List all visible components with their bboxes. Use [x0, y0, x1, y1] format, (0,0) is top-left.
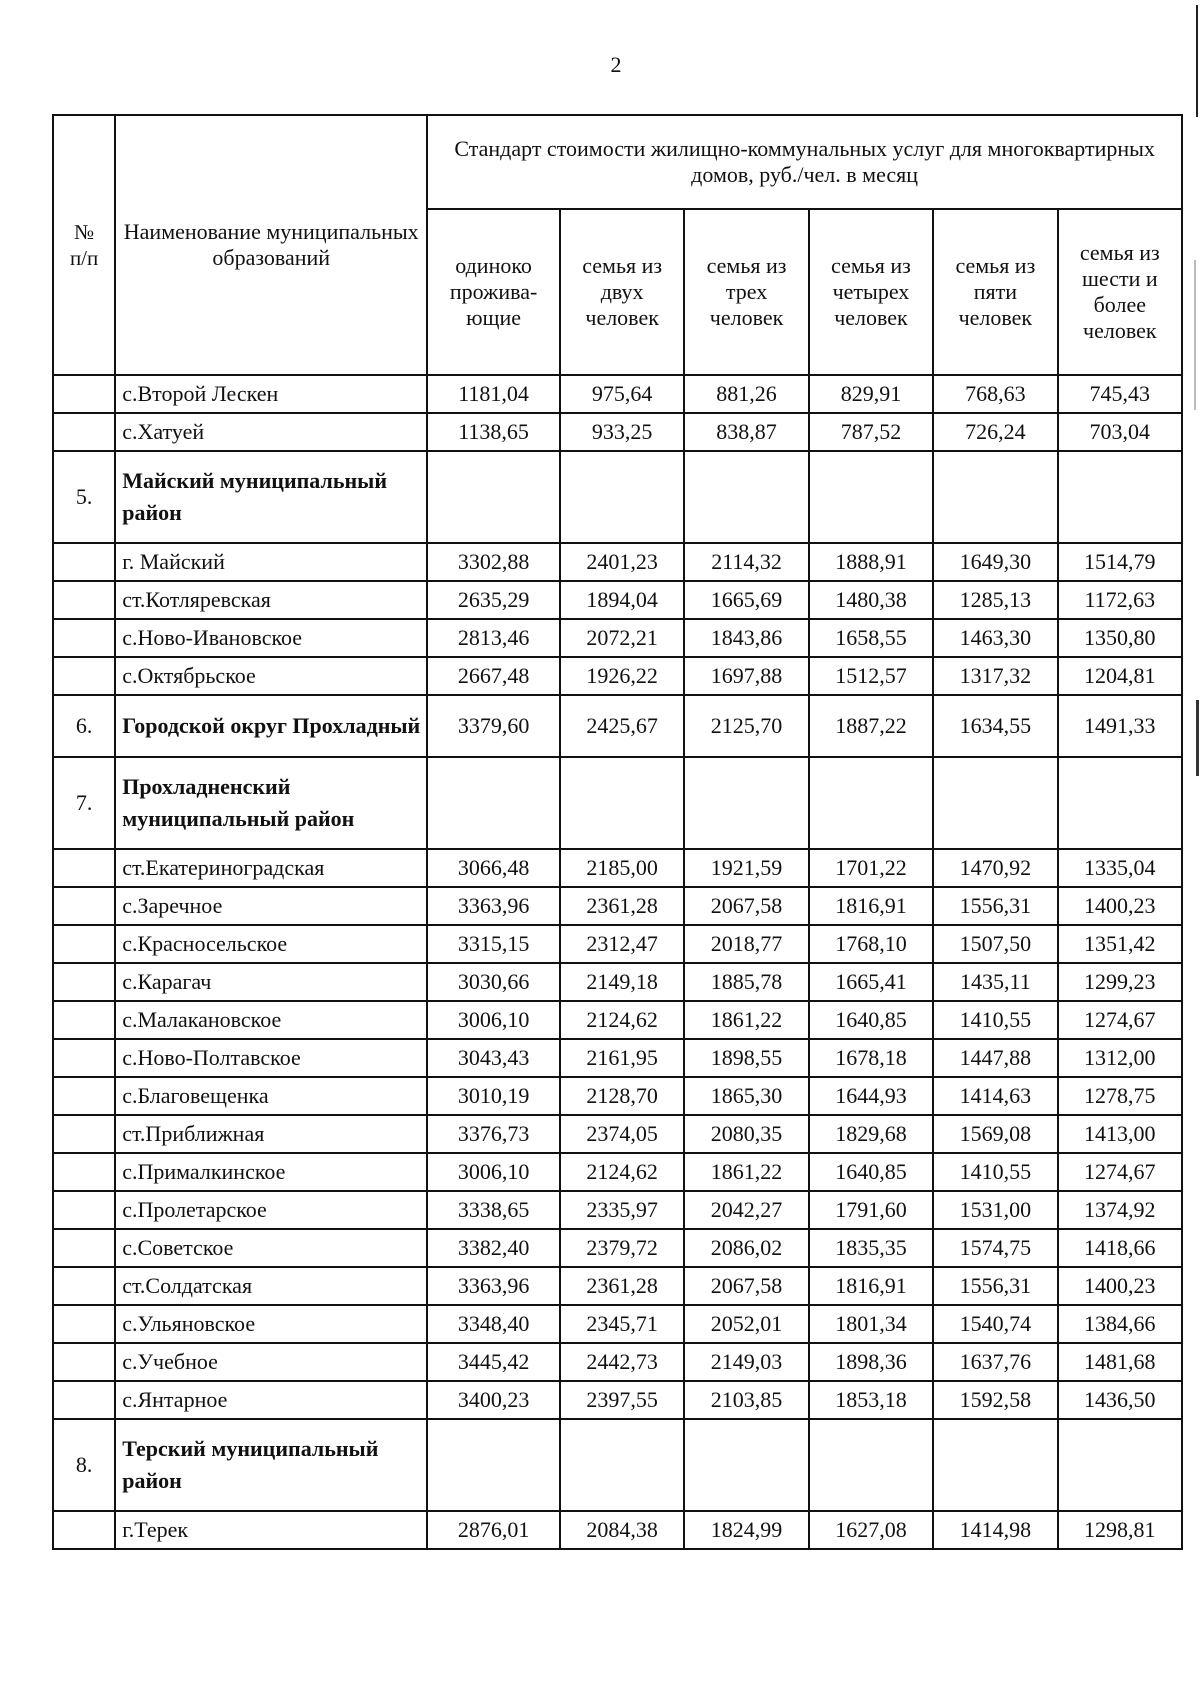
value-family-3: 2103,85	[684, 1381, 808, 1419]
value-family-6plus: 1274,67	[1058, 1153, 1182, 1191]
value-family-4: 1640,85	[809, 1001, 933, 1039]
row-number	[53, 1305, 115, 1343]
settlement-name: с.Октябрьское	[115, 657, 427, 695]
value-family-3: 1865,30	[684, 1077, 808, 1115]
row-number	[53, 657, 115, 695]
value-family-4: 1853,18	[809, 1381, 933, 1419]
value-single: 3302,88	[427, 543, 560, 581]
column-header-family-2: семья из двух человек	[560, 209, 684, 375]
column-header-name: Наименование муниципальных образований	[115, 115, 427, 375]
value-family-5	[933, 1419, 1057, 1511]
value-family-4: 1801,34	[809, 1305, 933, 1343]
table-row	[53, 1115, 1182, 1153]
value-single	[427, 757, 560, 849]
row-number	[53, 1039, 115, 1077]
value-family-2: 1926,22	[560, 657, 684, 695]
value-family-2: 2185,00	[560, 849, 684, 887]
value-single: 1181,04	[427, 375, 560, 413]
row-number	[53, 1511, 115, 1549]
table-row	[53, 1511, 1182, 1549]
value-family-5: 1507,50	[933, 925, 1057, 963]
value-family-2: 2361,28	[560, 1267, 684, 1305]
value-family-5: 768,63	[933, 375, 1057, 413]
value-family-2: 933,25	[560, 413, 684, 451]
value-family-2	[560, 757, 684, 849]
value-single: 3010,19	[427, 1077, 560, 1115]
value-single: 3400,23	[427, 1381, 560, 1419]
settlement-name: с.Хатуей	[115, 413, 427, 451]
settlement-name: с.Второй Лескен	[115, 375, 427, 413]
column-group-header: Стандарт стоимости жилищно-коммунальных услуг для многоквартирных домов, руб./чел. в месяц	[427, 115, 1182, 209]
value-family-5: 1531,00	[933, 1191, 1057, 1229]
table-row	[53, 1343, 1182, 1381]
row-number	[53, 887, 115, 925]
value-family-4	[809, 757, 933, 849]
value-family-3: 1861,22	[684, 1001, 808, 1039]
row-number	[53, 1381, 115, 1419]
district-row	[53, 451, 1182, 543]
settlement-name: г. Майский	[115, 543, 427, 581]
value-family-5: 1540,74	[933, 1305, 1057, 1343]
table-row	[53, 1191, 1182, 1229]
value-family-5: 1447,88	[933, 1039, 1057, 1077]
row-number: 8.	[53, 1419, 115, 1511]
table-row	[53, 1001, 1182, 1039]
value-single: 3043,43	[427, 1039, 560, 1077]
value-single: 3315,15	[427, 925, 560, 963]
value-family-6plus: 1413,00	[1058, 1115, 1182, 1153]
district-name: Прохладненский муниципальный район	[115, 757, 427, 849]
table-row	[53, 657, 1182, 695]
settlement-name: ст.Приближная	[115, 1115, 427, 1153]
value-single: 2635,29	[427, 581, 560, 619]
value-family-3	[684, 1419, 808, 1511]
value-family-5: 1637,76	[933, 1343, 1057, 1381]
table-row	[53, 1153, 1182, 1191]
column-header-number	[53, 115, 115, 375]
district-name: Терский муниципальный район	[115, 1419, 427, 1511]
header-row-group	[53, 115, 1182, 209]
value-family-5: 1414,98	[933, 1511, 1057, 1549]
value-family-2: 2312,47	[560, 925, 684, 963]
value-family-4: 1887,22	[809, 695, 933, 757]
table-row	[53, 581, 1182, 619]
table-row	[53, 375, 1182, 413]
value-family-3: 881,26	[684, 375, 808, 413]
column-header-number-text: № п/п	[69, 220, 99, 270]
row-number	[53, 963, 115, 1001]
value-family-2: 2361,28	[560, 887, 684, 925]
row-number	[53, 1229, 115, 1267]
value-family-2: 2149,18	[560, 963, 684, 1001]
row-number	[53, 413, 115, 451]
value-family-6plus: 1384,66	[1058, 1305, 1182, 1343]
value-family-3: 1861,22	[684, 1153, 808, 1191]
value-family-3: 2018,77	[684, 925, 808, 963]
value-family-3: 2042,27	[684, 1191, 808, 1229]
value-family-6plus: 745,43	[1058, 375, 1182, 413]
row-number	[53, 1343, 115, 1381]
table-row	[53, 1305, 1182, 1343]
settlement-name: с.Ульяновское	[115, 1305, 427, 1343]
row-number: 7.	[53, 757, 115, 849]
row-number	[53, 543, 115, 581]
value-family-3: 1843,86	[684, 619, 808, 657]
settlement-name: с.Учебное	[115, 1343, 427, 1381]
settlement-name: ст.Котляревская	[115, 581, 427, 619]
value-family-4: 1640,85	[809, 1153, 933, 1191]
value-family-6plus: 1278,75	[1058, 1077, 1182, 1115]
value-family-6plus: 1312,00	[1058, 1039, 1182, 1077]
value-family-6plus: 1400,23	[1058, 1267, 1182, 1305]
district-row	[53, 695, 1182, 757]
value-family-4: 1816,91	[809, 1267, 933, 1305]
value-family-6plus: 1436,50	[1058, 1381, 1182, 1419]
value-family-5: 726,24	[933, 413, 1057, 451]
value-family-4	[809, 451, 933, 543]
value-single: 3445,42	[427, 1343, 560, 1381]
table-row	[53, 1267, 1182, 1305]
row-number: 5.	[53, 451, 115, 543]
value-family-6plus: 1514,79	[1058, 543, 1182, 581]
value-family-6plus: 1491,33	[1058, 695, 1182, 757]
value-family-5: 1317,32	[933, 657, 1057, 695]
value-family-4: 1816,91	[809, 887, 933, 925]
value-family-5: 1574,75	[933, 1229, 1057, 1267]
value-family-3: 2086,02	[684, 1229, 808, 1267]
settlement-name: с.Пролетарское	[115, 1191, 427, 1229]
value-family-3: 1885,78	[684, 963, 808, 1001]
row-number	[53, 849, 115, 887]
value-family-2: 2374,05	[560, 1115, 684, 1153]
value-family-4	[809, 1419, 933, 1511]
value-family-6plus: 703,04	[1058, 413, 1182, 451]
value-family-4: 1644,93	[809, 1077, 933, 1115]
row-number	[53, 375, 115, 413]
scan-artifact-line	[1196, 5, 1198, 117]
value-family-2: 2442,73	[560, 1343, 684, 1381]
value-family-4: 787,52	[809, 413, 933, 451]
value-family-4: 1658,55	[809, 619, 933, 657]
value-family-4: 829,91	[809, 375, 933, 413]
page-number: 2	[610, 52, 622, 77]
value-family-6plus	[1058, 757, 1182, 849]
settlement-name: с.Янтарное	[115, 1381, 427, 1419]
value-family-2: 2124,62	[560, 1153, 684, 1191]
value-family-4: 1791,60	[809, 1191, 933, 1229]
column-header-family-6plus: семья из шести и более человек	[1058, 209, 1182, 375]
settlement-name: с.Карагач	[115, 963, 427, 1001]
value-family-3	[684, 451, 808, 543]
settlement-name: с.Прималкинское	[115, 1153, 427, 1191]
table-row	[53, 849, 1182, 887]
value-family-4: 1678,18	[809, 1039, 933, 1077]
district-row	[53, 757, 1182, 849]
value-single: 2813,46	[427, 619, 560, 657]
settlement-name: с.Красносельское	[115, 925, 427, 963]
value-family-3: 1697,88	[684, 657, 808, 695]
value-single: 3066,48	[427, 849, 560, 887]
value-family-2: 975,64	[560, 375, 684, 413]
value-family-6plus: 1298,81	[1058, 1511, 1182, 1549]
settlement-name: с.Ново-Полтавское	[115, 1039, 427, 1077]
table-body	[53, 375, 1182, 1549]
value-family-5: 1592,58	[933, 1381, 1057, 1419]
value-family-2: 2161,95	[560, 1039, 684, 1077]
table-row	[53, 887, 1182, 925]
value-single: 3338,65	[427, 1191, 560, 1229]
value-family-2	[560, 451, 684, 543]
row-number	[53, 925, 115, 963]
value-family-5	[933, 757, 1057, 849]
row-number: 6.	[53, 695, 115, 757]
table-row	[53, 1229, 1182, 1267]
value-family-3: 2067,58	[684, 887, 808, 925]
value-family-6plus	[1058, 451, 1182, 543]
value-single: 3363,96	[427, 887, 560, 925]
value-family-5: 1569,08	[933, 1115, 1057, 1153]
value-family-4: 1835,35	[809, 1229, 933, 1267]
value-family-5: 1435,11	[933, 963, 1057, 1001]
value-single: 3382,40	[427, 1229, 560, 1267]
value-family-5	[933, 451, 1057, 543]
table-row	[53, 1381, 1182, 1419]
value-single: 3030,66	[427, 963, 560, 1001]
row-number	[53, 1115, 115, 1153]
value-single: 3376,73	[427, 1115, 560, 1153]
row-number	[53, 1077, 115, 1115]
value-family-4: 1829,68	[809, 1115, 933, 1153]
value-family-5: 1410,55	[933, 1001, 1057, 1039]
value-family-5: 1470,92	[933, 849, 1057, 887]
value-family-5: 1634,55	[933, 695, 1057, 757]
column-header-family-3: семья из трех человек	[684, 209, 808, 375]
value-single: 3363,96	[427, 1267, 560, 1305]
value-family-6plus: 1172,63	[1058, 581, 1182, 619]
value-family-2: 2128,70	[560, 1077, 684, 1115]
column-header-family-5: семья из пяти человек	[933, 209, 1057, 375]
value-family-3	[684, 757, 808, 849]
table-row	[53, 963, 1182, 1001]
settlement-name: г.Терек	[115, 1511, 427, 1549]
value-single	[427, 451, 560, 543]
scan-artifact-line	[1196, 700, 1199, 776]
row-number	[53, 1153, 115, 1191]
value-family-4: 1888,91	[809, 543, 933, 581]
value-family-2: 2072,21	[560, 619, 684, 657]
value-family-2: 2397,55	[560, 1381, 684, 1419]
value-family-3: 2067,58	[684, 1267, 808, 1305]
district-row	[53, 1419, 1182, 1511]
district-name: Городской округ Прохладный	[115, 695, 427, 757]
value-family-6plus: 1350,80	[1058, 619, 1182, 657]
value-family-3: 2125,70	[684, 695, 808, 757]
value-family-6plus: 1374,92	[1058, 1191, 1182, 1229]
value-family-3: 2149,03	[684, 1343, 808, 1381]
column-header-family-4: семья из четырех человек	[809, 209, 933, 375]
value-family-5: 1414,63	[933, 1077, 1057, 1115]
value-family-4: 1665,41	[809, 963, 933, 1001]
value-family-6plus: 1299,23	[1058, 963, 1182, 1001]
row-number	[53, 619, 115, 657]
settlement-name: с.Малакановское	[115, 1001, 427, 1039]
value-family-4: 1480,38	[809, 581, 933, 619]
row-number	[53, 1191, 115, 1229]
district-name: Майский муниципальный район	[115, 451, 427, 543]
value-family-3: 2080,35	[684, 1115, 808, 1153]
value-family-4: 1512,57	[809, 657, 933, 695]
value-single: 1138,65	[427, 413, 560, 451]
row-number	[53, 1267, 115, 1305]
value-family-2: 2345,71	[560, 1305, 684, 1343]
value-family-5: 1556,31	[933, 887, 1057, 925]
settlement-name: с.Благовещенка	[115, 1077, 427, 1115]
settlement-name: ст.Солдатская	[115, 1267, 427, 1305]
housing-cost-standard-table	[52, 114, 1183, 1550]
settlement-name: с.Советское	[115, 1229, 427, 1267]
value-family-6plus: 1274,67	[1058, 1001, 1182, 1039]
value-family-5: 1649,30	[933, 543, 1057, 581]
table-row	[53, 1077, 1182, 1115]
value-family-3: 1898,55	[684, 1039, 808, 1077]
table-row	[53, 619, 1182, 657]
value-family-2: 2335,97	[560, 1191, 684, 1229]
value-family-6plus	[1058, 1419, 1182, 1511]
value-single: 3006,10	[427, 1001, 560, 1039]
value-family-3: 838,87	[684, 413, 808, 451]
value-family-3: 1665,69	[684, 581, 808, 619]
value-single: 3006,10	[427, 1153, 560, 1191]
value-single	[427, 1419, 560, 1511]
settlement-name: с.Ново-Ивановское	[115, 619, 427, 657]
value-family-6plus: 1481,68	[1058, 1343, 1182, 1381]
row-number	[53, 1001, 115, 1039]
value-family-2: 1894,04	[560, 581, 684, 619]
value-family-2	[560, 1419, 684, 1511]
value-family-5: 1285,13	[933, 581, 1057, 619]
value-family-2: 2084,38	[560, 1511, 684, 1549]
value-family-4: 1768,10	[809, 925, 933, 963]
value-family-3: 2052,01	[684, 1305, 808, 1343]
table-row	[53, 1039, 1182, 1077]
value-family-4: 1898,36	[809, 1343, 933, 1381]
value-family-4: 1701,22	[809, 849, 933, 887]
value-family-3: 2114,32	[684, 543, 808, 581]
settlement-name: ст.Екатериноградская	[115, 849, 427, 887]
value-single: 2876,01	[427, 1511, 560, 1549]
table-row	[53, 925, 1182, 963]
value-family-6plus: 1335,04	[1058, 849, 1182, 887]
value-family-6plus: 1400,23	[1058, 887, 1182, 925]
value-single: 3348,40	[427, 1305, 560, 1343]
value-family-2: 2401,23	[560, 543, 684, 581]
value-family-4: 1627,08	[809, 1511, 933, 1549]
value-family-5: 1410,55	[933, 1153, 1057, 1191]
value-family-3: 1921,59	[684, 849, 808, 887]
value-family-5: 1463,30	[933, 619, 1057, 657]
scan-artifact-line	[1194, 260, 1196, 410]
settlement-name: с.Заречное	[115, 887, 427, 925]
value-family-2: 2124,62	[560, 1001, 684, 1039]
table-row	[53, 413, 1182, 451]
row-number	[53, 581, 115, 619]
value-family-3: 1824,99	[684, 1511, 808, 1549]
value-family-5: 1556,31	[933, 1267, 1057, 1305]
value-family-6plus: 1351,42	[1058, 925, 1182, 963]
value-single: 3379,60	[427, 695, 560, 757]
value-family-2: 2379,72	[560, 1229, 684, 1267]
value-family-6plus: 1418,66	[1058, 1229, 1182, 1267]
column-header-single: одиноко прожива-ющие	[427, 209, 560, 375]
table-row	[53, 543, 1182, 581]
value-family-2: 2425,67	[560, 695, 684, 757]
value-single: 2667,48	[427, 657, 560, 695]
value-family-6plus: 1204,81	[1058, 657, 1182, 695]
